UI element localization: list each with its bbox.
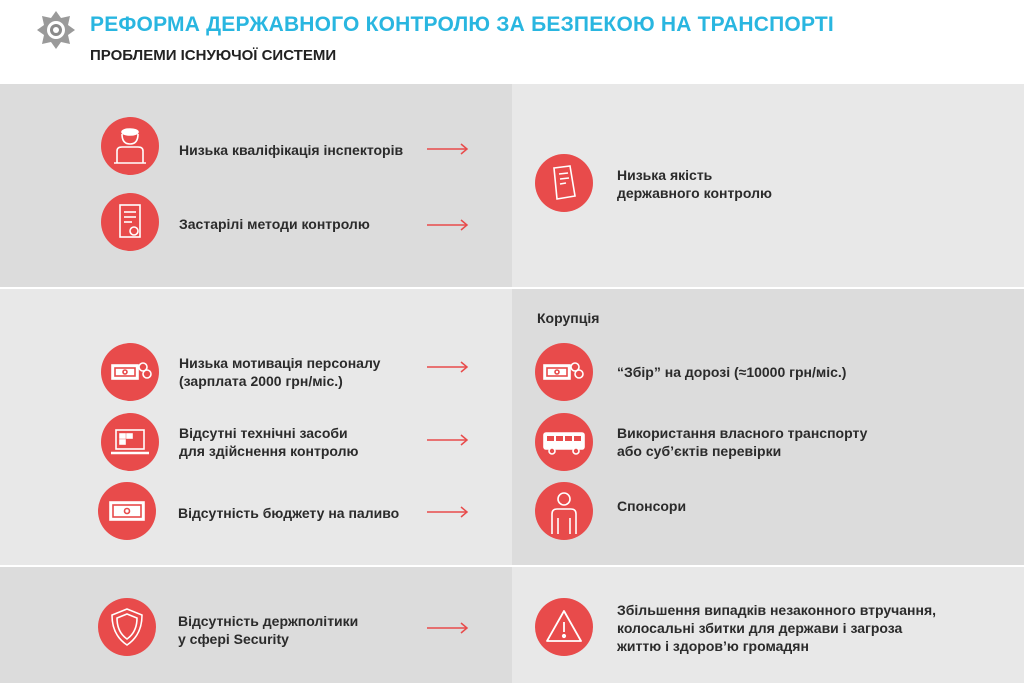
arrow-right-icon bbox=[427, 219, 469, 231]
cause-item bbox=[101, 343, 501, 403]
corruption-heading: Корупція bbox=[537, 310, 600, 326]
cause-label: Низька кваліфікація інспекторів bbox=[179, 142, 404, 158]
causes-panel bbox=[0, 84, 512, 287]
effect-label: Низька якість державного контролю bbox=[617, 167, 772, 201]
shield-icon bbox=[98, 598, 156, 656]
money-coins-icon bbox=[535, 343, 593, 401]
arrow-right-icon bbox=[427, 361, 469, 373]
effect-label: “Збір” на дорозі (≈10000 грн/міс.) bbox=[617, 364, 847, 380]
effect-item bbox=[535, 154, 995, 214]
person-icon bbox=[535, 482, 593, 540]
page-title: РЕФОРМА ДЕРЖАВНОГО КОНТРОЛЮ ЗА БЕЗПЕКОЮ НА ТРАНСПОРТІ bbox=[90, 13, 834, 36]
arrow-right-icon bbox=[427, 506, 469, 518]
cause-label: Застарілі методи контролю bbox=[179, 216, 370, 232]
bus-icon bbox=[535, 413, 593, 471]
inspector-icon bbox=[101, 117, 159, 175]
document-icon bbox=[535, 154, 593, 212]
ministry-emblem-icon bbox=[36, 10, 76, 50]
header bbox=[0, 0, 1024, 84]
effect-label: Використання власного транспорту або суб’єктів перевірки bbox=[617, 425, 868, 459]
document-stamp-icon bbox=[101, 193, 159, 251]
effect-item bbox=[535, 482, 995, 542]
arrow-right-icon bbox=[427, 622, 469, 634]
arrow-right-icon bbox=[427, 434, 469, 446]
arrow-right-icon bbox=[427, 143, 469, 155]
page-subtitle: ПРОБЛЕМИ ІСНУЮЧОЇ СИСТЕМИ bbox=[90, 47, 337, 64]
cause-label: Відсутні технічні засоби для здійснення контролю bbox=[179, 425, 359, 459]
laptop-icon bbox=[101, 413, 159, 471]
effect-item bbox=[535, 598, 1005, 658]
money-coins-icon bbox=[101, 343, 159, 401]
banknote-icon bbox=[98, 482, 156, 540]
effect-item bbox=[535, 343, 995, 403]
cause-label: Відсутність держполітики у сфері Security bbox=[178, 613, 359, 647]
warning-icon bbox=[535, 598, 593, 656]
cause-label: Низька мотивація персоналу (зарплата 2000 грн/міс.) bbox=[179, 355, 381, 389]
cause-label: Відсутність бюджету на паливо bbox=[178, 505, 400, 521]
effect-item bbox=[535, 413, 995, 473]
effect-label: Спонсори bbox=[617, 498, 687, 514]
effect-label: Збільшення випадків незаконного втручання, колосальні збитки для держави і загроза життю і здоров’ю громадян bbox=[617, 602, 937, 654]
